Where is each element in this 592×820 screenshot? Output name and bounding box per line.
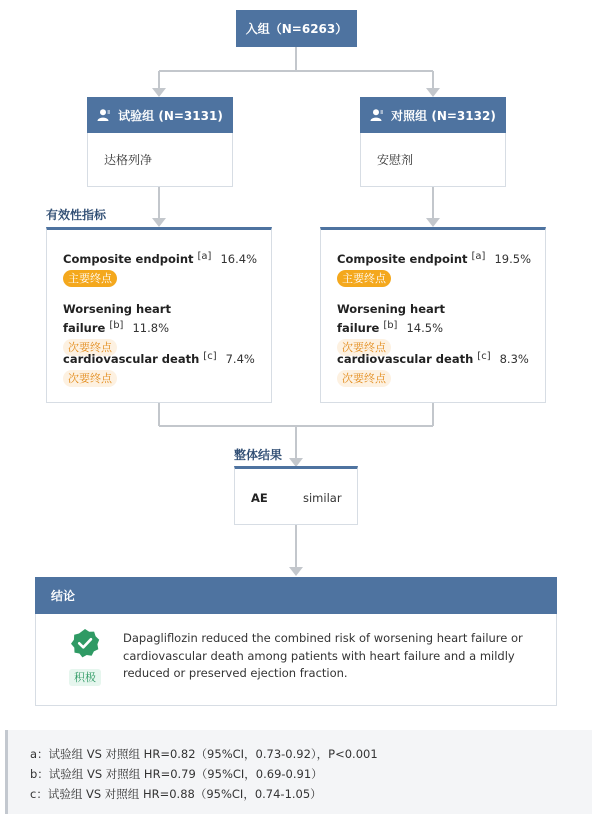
footnote-a: a：试验组 VS 对照组 HR=0.82（95%CI，0.73-0.92），P<0.001	[30, 747, 378, 761]
metric-name: cardiovascular death	[63, 352, 200, 366]
enroll-label: 入组（N=6263）	[245, 22, 348, 36]
secondary-endpoint-badge: 次要终点	[337, 339, 391, 356]
positive-verdict-badge: 积极	[69, 669, 101, 686]
metric-value: 19.5%	[494, 252, 532, 266]
control-group-title: 对照组 (N=3132)	[391, 108, 496, 123]
ae-label: AE	[251, 491, 268, 505]
conclusion-body	[35, 614, 557, 706]
footnote-c: c：试验组 VS 对照组 HR=0.88（95%CI，0.74-1.05）	[30, 787, 322, 801]
trial-efficacy-panel	[46, 227, 272, 403]
control-group-header	[360, 97, 506, 133]
control-drug-label: 安慰剂	[377, 153, 414, 167]
primary-endpoint-badge: 主要终点	[337, 270, 391, 287]
control-drug-box	[360, 133, 506, 187]
metric-ref: [b]	[109, 320, 124, 331]
metric-value: 14.5%	[406, 321, 444, 335]
trial-drug-label: 达格列净	[104, 153, 153, 167]
control-metric-composite	[337, 248, 531, 287]
metric-ref: [a]	[197, 251, 212, 262]
footnote-b: b：试验组 VS 对照组 HR=0.79（95%CI，0.69-0.91）	[30, 767, 323, 781]
trial-metric-cv-death	[63, 348, 255, 387]
control-metric-cv-death	[337, 348, 529, 387]
conclusion-title: 结论	[51, 589, 76, 603]
user-icon	[97, 109, 111, 121]
metric-ref: [c]	[477, 351, 491, 362]
trial-metric-composite	[63, 248, 257, 287]
secondary-endpoint-badge: 次要终点	[63, 370, 117, 387]
metric-value: 8.3%	[499, 352, 529, 366]
conclusion-header	[35, 577, 557, 614]
metric-ref: [c]	[203, 351, 217, 362]
overall-section-label: 整体结果	[234, 448, 283, 462]
trial-group-title: 试验组 (N=3131)	[118, 108, 223, 123]
metric-name: Composite endpoint	[337, 252, 468, 266]
trial-drug-box	[87, 133, 233, 187]
metric-value: 7.4%	[225, 352, 255, 366]
secondary-endpoint-badge: 次要终点	[63, 339, 117, 356]
metric-name: Worsening heart failure	[337, 302, 445, 335]
metric-value: 11.8%	[132, 321, 170, 335]
enroll-box	[236, 10, 357, 47]
control-efficacy-panel	[320, 227, 546, 403]
metric-name: cardiovascular death	[337, 352, 474, 366]
efficacy-section-label: 有效性指标	[46, 208, 107, 222]
metric-ref: [a]	[471, 251, 486, 262]
positive-check-icon	[70, 628, 100, 658]
metric-name: Composite endpoint	[63, 252, 194, 266]
trial-group-header	[87, 97, 233, 133]
metric-ref: [b]	[383, 320, 398, 331]
overall-panel	[234, 466, 358, 525]
ae-value: similar	[303, 491, 342, 505]
conclusion-text: Dapagliflozin reduced the combined risk of worsening heart failure or cardiovascular death among patients with heart failure and a mildly reduced or preserved ejection fraction.	[123, 631, 523, 680]
secondary-endpoint-badge: 次要终点	[337, 370, 391, 387]
metric-name: Worsening heart failure	[63, 302, 171, 335]
footnotes	[5, 730, 592, 814]
primary-endpoint-badge: 主要终点	[63, 270, 117, 287]
metric-value: 16.4%	[220, 252, 258, 266]
user-icon	[370, 109, 384, 121]
